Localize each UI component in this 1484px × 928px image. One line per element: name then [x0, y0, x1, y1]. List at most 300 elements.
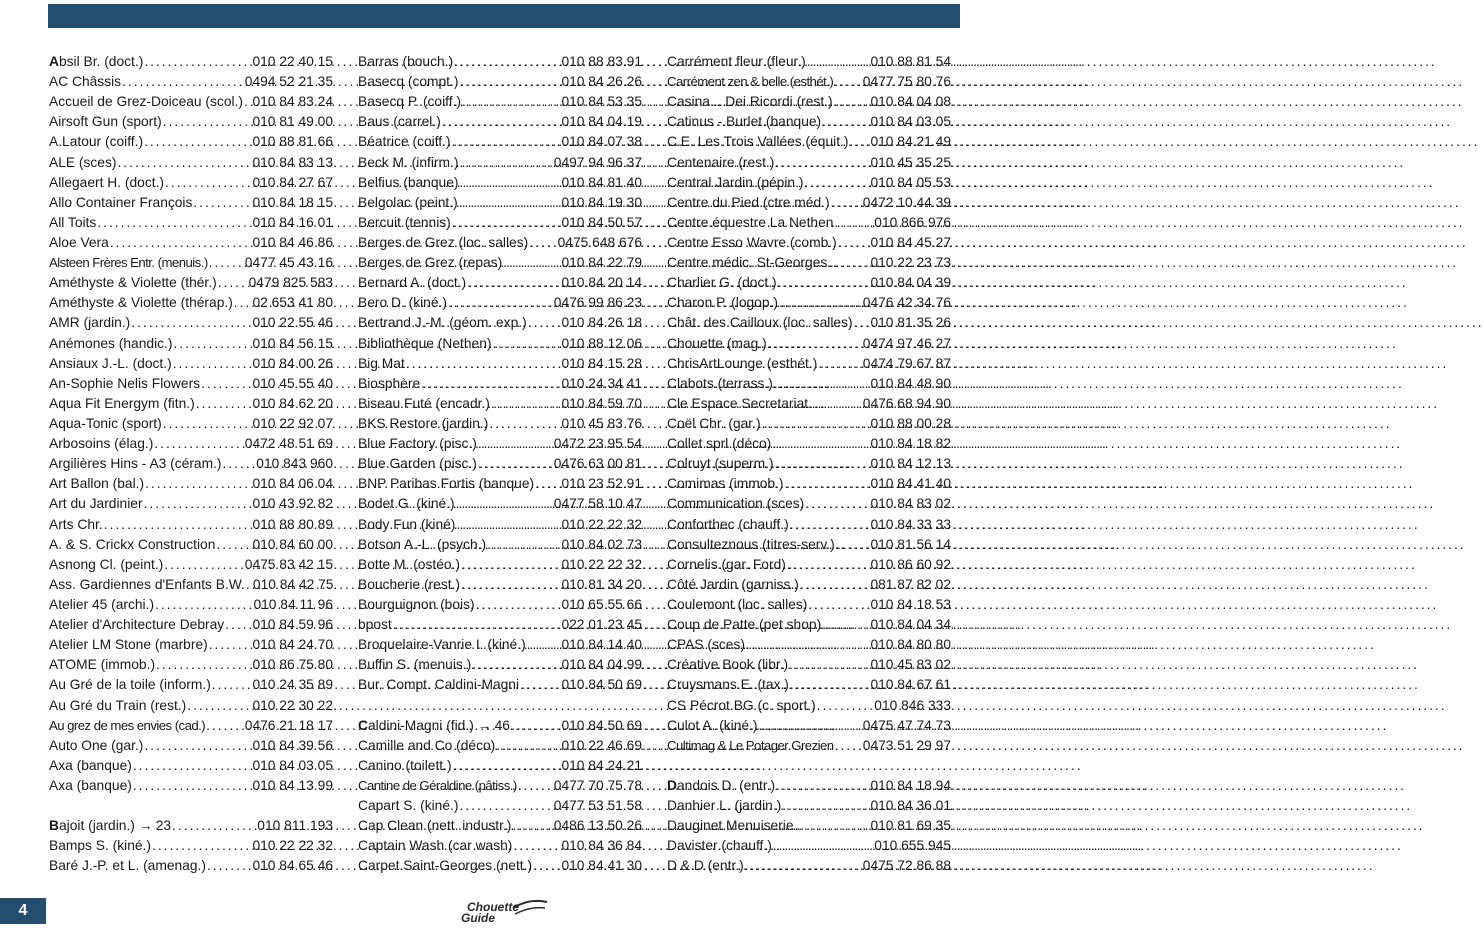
dot-leader — [131, 313, 251, 333]
index-entry — [358, 675, 642, 695]
dot-leader — [117, 153, 251, 173]
entry-phone: 010 84 36 84 — [561, 838, 642, 854]
page-number-badge — [0, 898, 46, 924]
dot-leader — [527, 635, 561, 655]
index-entry — [667, 515, 951, 535]
entry-phone: 010 45 55 40 — [252, 375, 333, 391]
entry-name: Chât. des Cailloux (loc. salles) — [667, 315, 853, 331]
dot-leader — [163, 112, 252, 132]
entry-name: Axa (banque) — [49, 777, 132, 793]
header-title: Index alphabétique - Index alphabétique - Index alphabétique — [101, 30, 925, 49]
dot-leader — [163, 414, 252, 434]
entry-phone: 010 84 46 86 — [252, 234, 333, 250]
dot-leader — [144, 132, 251, 152]
entry-name: Art Ballon (bal.) — [49, 476, 145, 492]
dot-leader — [459, 193, 561, 213]
entry-name: Arbosoins (élag.) — [49, 436, 154, 452]
entry-phone: 0476 99 86 23 — [553, 295, 642, 311]
entry-phone: 0472 48 51 69 — [244, 436, 333, 452]
index-entry — [49, 72, 333, 92]
entry-phone: 010 84 50 69 — [561, 677, 642, 693]
index-entry — [358, 394, 642, 414]
dot-leader — [809, 394, 862, 414]
entry-name: Colruyt (superm.) — [667, 456, 774, 472]
entry-name: Berges de Grez (repas) — [358, 255, 503, 271]
entry-phone: 010 84 26 18 — [561, 315, 642, 331]
index-entry — [667, 856, 951, 876]
entry-phone: 0479 825 583 — [248, 275, 333, 291]
index-entry — [358, 796, 642, 816]
entry-phone: 010 84 22 79 — [561, 255, 642, 271]
index-entry — [667, 193, 951, 213]
dot-leader — [472, 655, 560, 675]
dot-leader — [459, 72, 560, 92]
dot-leader — [535, 474, 560, 494]
index-entry — [667, 776, 951, 796]
entry-name: Axa (banque) — [49, 757, 132, 773]
entry-phone: 010 23 52 91 — [561, 476, 642, 492]
entry-name: Airsoft Gun (sport) — [49, 114, 162, 130]
index-entry — [667, 233, 951, 253]
entry-phone: 010 84 18 15 — [252, 194, 333, 210]
entry-phone: 0473 51 29 97 — [862, 737, 951, 753]
index-entry — [667, 595, 951, 615]
index-entry — [667, 736, 951, 756]
entry-phone: 010 84 48 90 — [870, 375, 951, 391]
entry-phone: 010 84 03 05 — [870, 114, 951, 130]
entry-phone: 010 84 00 26 — [252, 355, 333, 371]
dot-leader — [452, 213, 561, 233]
entry-phone: 010 86 75 80 — [252, 657, 333, 673]
dot-leader — [746, 635, 870, 655]
entry-phone: 010 84 36 01 — [870, 798, 951, 814]
entry-phone: 010 84 18 82 — [870, 436, 951, 452]
index-entry — [49, 575, 333, 595]
dot-leader — [489, 414, 560, 434]
entry-phone: 010 88 12 06 — [561, 335, 642, 351]
entry-phone: 0474 79 67 87 — [862, 355, 951, 371]
index-entry — [667, 434, 951, 454]
index-entry — [49, 334, 333, 354]
entry-phone: 010 811 193 — [257, 818, 333, 834]
dot-leader — [133, 756, 252, 776]
entry-phone: 010 84 39 56 — [252, 737, 333, 753]
dot-leader — [122, 72, 244, 92]
entry-phone: 0486 13 50 26 — [553, 818, 642, 834]
entry-phone: 010 655 945 — [874, 838, 951, 854]
entry-name: Danhier L. (jardin.) — [667, 798, 782, 814]
index-entry — [667, 575, 951, 595]
dot-leader — [467, 273, 560, 293]
entry-name: AC Châssis — [49, 74, 122, 90]
dot-leader — [218, 273, 248, 293]
index-entry — [667, 273, 951, 293]
index-entry — [49, 92, 333, 112]
entry-name: Coup de Patte (pet shop) — [667, 617, 822, 633]
index-entry — [667, 334, 951, 354]
index-entry — [49, 132, 333, 152]
entry-phone: 010 84 80 80 — [870, 637, 951, 653]
entry-phone: 081 87 82 02 — [870, 576, 951, 592]
entry-name: Clabots (terrass.) — [667, 375, 773, 391]
dot-leader — [104, 515, 252, 535]
entry-name: Coël Chr. (gar.) — [667, 415, 761, 431]
entry-name: Bodet G. (kiné.) — [358, 496, 455, 512]
entry-name: Centre médic. St-Georges — [667, 255, 828, 271]
entry-name: Belgolac (peint.) — [358, 194, 458, 210]
entry-name: Buffin S. (menuis.) — [358, 657, 472, 673]
entry-name-rest: andois D. (entr.) — [676, 777, 776, 793]
entry-phone: 010 22 30 22 — [252, 697, 333, 713]
index-entry — [358, 92, 642, 112]
dot-leader — [776, 776, 869, 796]
index-entry — [667, 354, 951, 374]
entry-phone: 010 84 27 67 — [252, 174, 333, 190]
index-entry — [49, 233, 333, 253]
entry-phone: 010 22 46 69 — [561, 737, 642, 753]
entry-name: Atelier LM Stone (marbre) — [49, 637, 208, 653]
index-entry — [358, 153, 642, 173]
index-entry — [667, 132, 951, 152]
entry-name: Davister (chauff.) — [667, 838, 772, 854]
entry-phone: 010 84 59 70 — [561, 395, 642, 411]
index-entry — [667, 535, 951, 555]
index-entry — [49, 414, 333, 434]
entry-name: Cap Clean (nett. industr.) — [358, 818, 512, 834]
index-entry — [358, 494, 642, 514]
entry-name: Boucherie (rest.) — [358, 576, 460, 592]
entry-name: Berges de Grez (loc. salles) — [358, 234, 529, 250]
entry-phone: 010 22 22 32 — [561, 516, 642, 532]
index-entry — [667, 173, 951, 193]
entry-name: Culot A. (kiné.) — [667, 717, 758, 733]
dot-leader — [491, 394, 561, 414]
entry-phone: 0476 63 00 81 — [553, 456, 642, 472]
entry-phone: 010 22 23 73 — [870, 255, 951, 271]
entry-phone: 010 81 69 35 — [870, 818, 951, 834]
entry-phone: 0476 42 34 76 — [862, 295, 951, 311]
entry-name: Améthyste & Violette (thérap.) — [49, 295, 233, 311]
chouette-guide-logo — [455, 896, 551, 926]
index-entry — [667, 494, 951, 514]
dot-leader — [244, 92, 251, 112]
dot-leader — [518, 776, 553, 796]
dot-leader — [834, 213, 873, 233]
entry-name: Botte M. (ostéo.) — [358, 556, 460, 572]
index-entry — [49, 273, 333, 293]
entry-phone: 010 22 92 07 — [252, 415, 333, 431]
entry-name: A.Latour (coiff.) — [49, 134, 144, 150]
index-column-1 — [49, 52, 333, 882]
dot-leader — [503, 253, 560, 273]
dot-leader — [223, 454, 256, 474]
entry-name: Capart S. (kiné.) — [358, 798, 459, 814]
entry-name: Accueil de Grez-Doiceau (scol.) — [49, 94, 243, 110]
index-entry — [358, 736, 642, 756]
logo-text-line1: Chouette — [467, 900, 519, 914]
dot-leader — [762, 414, 870, 434]
entry-name: Cornelis (gar. Ford) — [667, 556, 786, 572]
index-entry — [358, 816, 642, 836]
entry-name: Cultimag & Le Potager Grezien — [667, 737, 834, 753]
entry-name: Atelier 45 (archi.) — [49, 596, 155, 612]
dot-leader — [513, 836, 560, 856]
entry-phone: 010 84 50 69 — [561, 717, 642, 733]
entry-name: Collet sprl (déco) — [667, 436, 772, 452]
arrow-right-icon: → — [138, 818, 153, 834]
entry-phone: 010 84 07 38 — [561, 134, 642, 150]
dot-leader — [822, 615, 869, 635]
index-entry — [358, 635, 642, 655]
dot-leader — [785, 474, 870, 494]
logo-text-line2: Guide — [461, 911, 496, 925]
entry-name: Basecq P. (coiff.) — [358, 94, 462, 110]
entry-name-rest: bsil Br. (doct.) — [58, 54, 144, 69]
entry-page-ref: 46 — [494, 717, 510, 733]
entry-name: Catinus - Burlet (banque) — [667, 114, 822, 130]
entry-name: ATOME (immob.) — [49, 657, 156, 673]
index-column-3 — [667, 52, 951, 882]
dot-leader — [144, 736, 251, 756]
entry-name: Argilières Hins - A3 (céram.) — [49, 456, 222, 472]
index-entry — [358, 173, 642, 193]
index-entry — [358, 535, 642, 555]
index-entry — [667, 474, 951, 494]
index-entry — [358, 595, 642, 615]
dot-leader — [828, 253, 869, 273]
entry-name: CS Pécrot BG (c. sport.) — [667, 697, 816, 713]
entry-phone: 0475 83 42 15 — [244, 556, 333, 572]
index-entry — [49, 595, 333, 615]
index-entry — [667, 313, 951, 333]
dot-leader — [193, 193, 251, 213]
dot-leader — [187, 696, 251, 716]
entry-phone: 010 843 960 — [256, 456, 333, 472]
entry-phone: 010 43 92 82 — [252, 496, 333, 512]
entry-name: Aloe Vera — [49, 234, 109, 250]
entry-name: Botson A.-L. (psych.) — [358, 536, 487, 552]
index-entry — [358, 72, 642, 92]
entry-name: Charlier G. (doct.) — [667, 275, 777, 291]
index-entry — [358, 655, 642, 675]
dot-leader — [207, 856, 251, 876]
dot-leader — [775, 153, 869, 173]
entry-name: Bernard A. (doct.) — [358, 275, 467, 291]
index-entry — [358, 776, 642, 796]
dot-leader — [206, 716, 244, 736]
index-entry — [49, 394, 333, 414]
index-entry — [49, 52, 333, 72]
entry-phone: 010 84 24 70 — [252, 637, 333, 653]
entry-name: D & D (entr.) — [667, 858, 744, 874]
dot-leader — [461, 575, 560, 595]
entry-name: Alsteen Frères Entr. (menuis.) — [49, 255, 208, 271]
index-entry — [358, 454, 642, 474]
index-entry — [49, 655, 333, 675]
entry-name: Bertrand J.-M. (géom. exp.) — [358, 315, 527, 331]
entry-name-rest: aldini-Magni (fid.) — [367, 717, 474, 733]
entry-phone: 010 84 11 96 — [253, 596, 333, 612]
index-entry — [358, 334, 642, 354]
dot-leader — [808, 595, 869, 615]
index-entry — [358, 575, 642, 595]
index-entry — [49, 374, 333, 394]
dot-leader — [459, 796, 552, 816]
entry-phone: 010 88 00 28 — [870, 415, 951, 431]
entry-phone: 010 84 24 21 — [561, 757, 642, 773]
entry-phone: 010 84 41 30 — [561, 858, 642, 874]
entry-name: Consulteznous (titres-serv.) — [667, 536, 835, 552]
entry-name: Ass. Gardiennes d'Enfants B.W. — [49, 576, 245, 592]
entry-phone: 010 84 19 30 — [561, 194, 642, 210]
index-entry — [358, 716, 642, 736]
arrow-right-icon: → — [477, 717, 492, 733]
entry-phone: 010 81 49 00 — [252, 114, 333, 130]
dot-leader — [212, 675, 252, 695]
dot-leader — [459, 153, 552, 173]
entry-name: Auto One (gar.) — [49, 737, 144, 753]
index-entry — [49, 494, 333, 514]
dot-leader — [790, 515, 870, 535]
dot-leader — [745, 856, 862, 876]
dot-leader — [456, 515, 560, 535]
entry-phone: 010 24 34 41 — [561, 375, 642, 391]
entry-name: Ansiaux J.-L. (doct.) — [49, 355, 172, 371]
entry-name: Biosphère — [358, 375, 421, 391]
index-entry — [49, 313, 333, 333]
entry-phone: 010 84 83 02 — [870, 496, 951, 512]
dot-leader — [246, 575, 252, 595]
dot-leader — [456, 494, 553, 514]
entry-phone: 010 84 33 33 — [870, 516, 951, 532]
entry-phone: 010 84 83 24 — [252, 94, 333, 110]
entry-name: Au Gré du Train (rest.) — [49, 697, 187, 713]
entry-name: Dauginet Menuiserie — [667, 818, 794, 834]
entry-phone: 010 84 04 34 — [870, 617, 951, 633]
entry-phone: 010 84 41 40 — [870, 476, 951, 492]
entry-name: AMR (jardin.) — [49, 315, 131, 331]
index-entry — [358, 434, 642, 454]
entry-name: Asnong Cl. (peint.) — [49, 556, 164, 572]
entry-name: All Toits — [49, 214, 97, 230]
entry-phone: 010 84 67 61 — [870, 677, 951, 693]
entry-phone: 010 45 83 02 — [870, 657, 951, 673]
entry-name: Beck M. (infirm.) — [358, 154, 459, 170]
entry-name: Baus (carrel.) — [358, 114, 441, 130]
index-entry — [667, 253, 951, 273]
entry-phone: 010 84 21 49 — [870, 134, 951, 150]
index-entry — [49, 716, 333, 736]
dot-leader — [822, 112, 869, 132]
index-entry — [667, 92, 951, 112]
dot-leader — [511, 716, 560, 736]
entry-phone: 010 84 50 57 — [561, 214, 642, 230]
dot-leader — [496, 736, 560, 756]
page-number: 4 — [18, 902, 28, 919]
index-entry — [667, 816, 951, 836]
index-entry — [49, 836, 333, 856]
dot-leader — [834, 72, 862, 92]
entry-phone: 0477 70 75 78 — [553, 777, 642, 793]
entry-phone: 0477 75 80 76 — [862, 74, 951, 90]
entry-phone: 02 653 41 80 — [252, 295, 333, 311]
entry-name: Bero D. (kiné.) — [358, 295, 447, 311]
entry-name: Cantine de Géraldine (pâtiss.) — [358, 777, 517, 793]
entry-phone: 010 81 35 26 — [870, 315, 951, 331]
index-entry — [49, 474, 333, 494]
entry-phone: 022 01 23 45 — [561, 617, 642, 633]
entry-name: Camille and Co (déco) — [358, 737, 496, 753]
entry-name: Arts Chr. — [49, 516, 103, 532]
entry-phone: 010 84 03 05 — [252, 757, 333, 773]
entry-name: bpost — [358, 617, 392, 633]
index-entry — [667, 72, 951, 92]
index-entry — [358, 474, 642, 494]
dot-leader — [831, 193, 862, 213]
entry-name — [49, 52, 143, 72]
entry-name: Au grez de mes envies (cad.) — [49, 717, 206, 733]
entry-name: Cruysmans E. (tax.) — [667, 677, 789, 693]
dot-leader — [152, 836, 251, 856]
dot-leader — [478, 454, 553, 474]
entry-phone: 010 84 60 00 — [252, 536, 333, 552]
entry-name: Bibliothèque (Nethen) — [358, 335, 492, 351]
entry-name: Central Jardin (pépin.) — [667, 174, 804, 190]
index-entry — [358, 253, 642, 273]
entry-name: Blue Factory (pisc.) — [358, 436, 477, 452]
entry-phone: 0472 23 95 54 — [553, 436, 642, 452]
dot-leader — [476, 595, 561, 615]
entry-name: C.E. Les Trois Vallées (équit.) — [667, 134, 849, 150]
entry-phone: 010 84 59 96 — [252, 617, 333, 633]
entry-phone: 010 81 34 20 — [561, 576, 642, 592]
dot-leader — [487, 535, 560, 555]
entry-name-rest: ajoit (jardin.) — [58, 818, 135, 834]
dot-leader — [209, 253, 244, 273]
entry-name: Broquelaire-Vanrie I. (kiné.) — [358, 637, 526, 653]
index-entry — [358, 313, 642, 333]
entry-name: Basecq (compt.) — [358, 74, 459, 90]
entry-name: Allegaert H. (doct.) — [49, 174, 165, 190]
index-entry — [49, 756, 333, 776]
entry-name: Aqua-Tonic (sport) — [49, 415, 162, 431]
entry-phone: 010 84 56 15 — [252, 335, 333, 351]
entry-name: Centre du Pied (ctre méd.) — [667, 194, 830, 210]
entry-phone: 010 84 06 04 — [252, 476, 333, 492]
entry-phone: 0477 58 10 47 — [553, 496, 642, 512]
dot-leader — [836, 535, 870, 555]
entry-phone: 010 84 81 40 — [561, 174, 642, 190]
dot-leader — [835, 736, 862, 756]
dot-leader — [528, 313, 561, 333]
entry-name — [49, 816, 171, 836]
index-entry — [49, 515, 333, 535]
entry-name: Anémones (handic.) — [49, 335, 173, 351]
entry-name: ALE (sces) — [49, 154, 117, 170]
dot-leader — [520, 675, 560, 695]
entry-initial-letter: B — [49, 818, 59, 834]
entry-phone: 010 84 16 01 — [252, 214, 333, 230]
dot-leader — [773, 836, 873, 856]
dot-leader — [774, 374, 870, 394]
index-entry — [667, 414, 951, 434]
entry-name: Chouette (mag.) — [667, 335, 767, 351]
entry-name: Body Fun (kiné) — [358, 516, 456, 532]
entry-name: Carrément zen & belle (esthét.) — [667, 74, 834, 90]
index-entry — [667, 836, 951, 856]
index-entry — [667, 374, 951, 394]
index-entry — [358, 132, 642, 152]
